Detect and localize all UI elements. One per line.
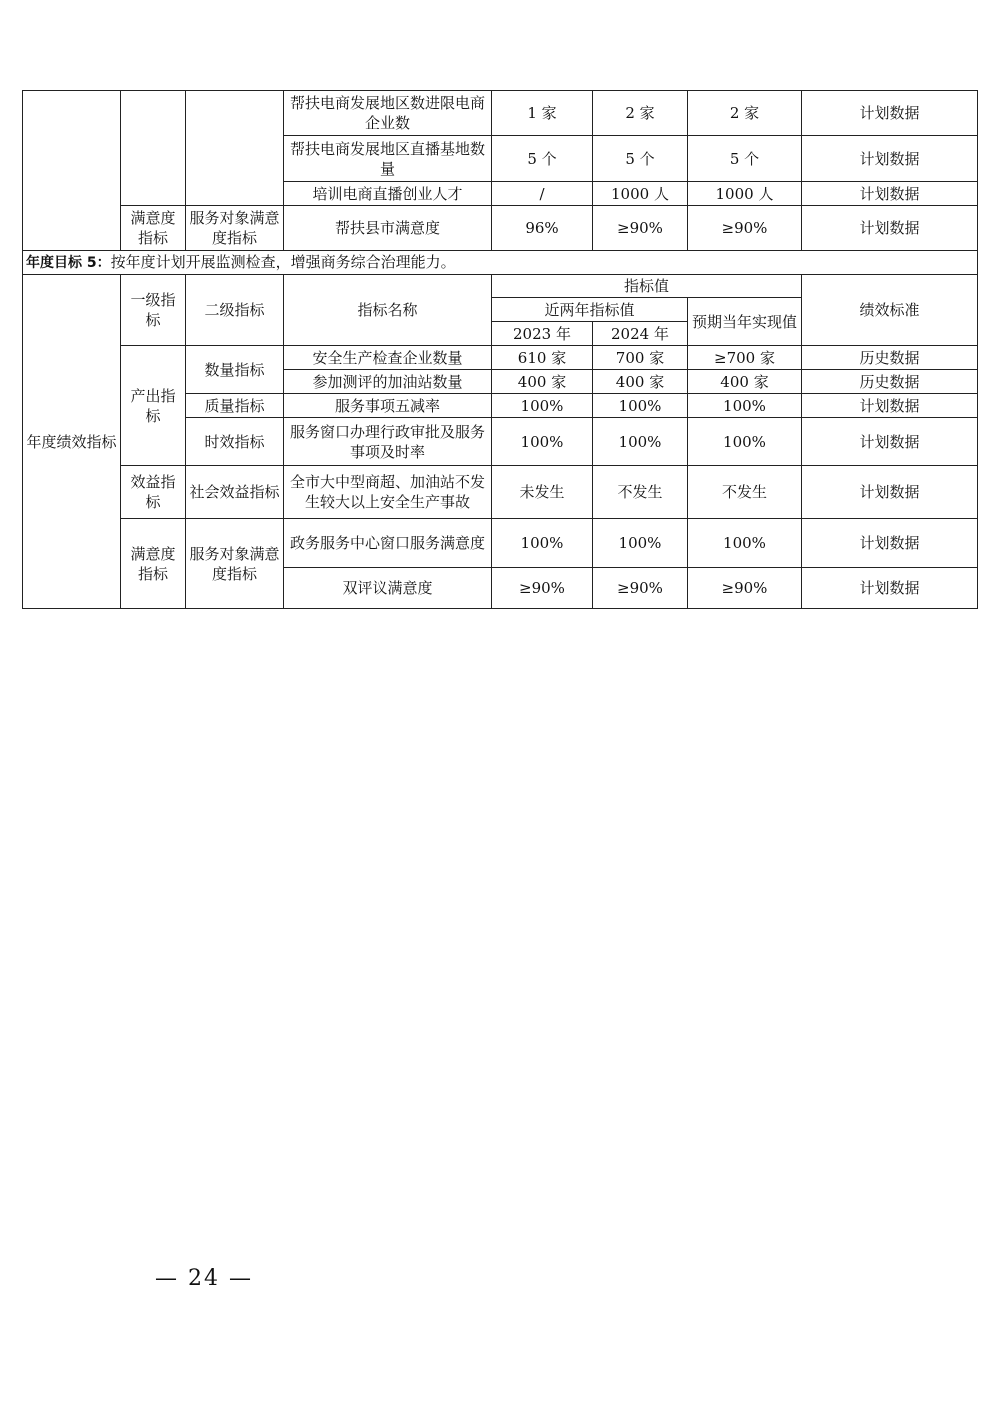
value-2024: 5 个 (593, 136, 688, 182)
section-cell-continued (23, 91, 121, 251)
header-name: 指标名称 (284, 275, 492, 346)
value-2024: 1000 人 (593, 182, 688, 206)
performance-standard: 计划数据 (802, 466, 978, 519)
level2-indicator: 服务对象满意度指标 (186, 519, 284, 609)
value-2023: 未发生 (492, 466, 593, 519)
indicator-name: 双评议满意度 (284, 568, 492, 609)
level2-indicator: 时效指标 (186, 418, 284, 466)
table-row (23, 519, 978, 568)
level2-cell-continued (186, 91, 284, 206)
expected-value: 400 家 (688, 370, 802, 394)
header-value: 指标值 (492, 275, 802, 298)
value-2023: 610 家 (492, 346, 593, 370)
value-2024: 100% (593, 418, 688, 466)
indicator-name: 服务事项五减率 (284, 394, 492, 418)
indicator-name: 帮扶县市满意度 (284, 206, 492, 251)
performance-standard: 计划数据 (802, 136, 978, 182)
goal-row (23, 251, 978, 275)
header-standard: 绩效标准 (802, 275, 978, 346)
level2-indicator: 服务对象满意度指标 (186, 206, 284, 251)
value-2023: 1 家 (492, 91, 593, 136)
value-2023: ≥90% (492, 568, 593, 609)
performance-standard: 历史数据 (802, 346, 978, 370)
header-recent: 近两年指标值 (492, 298, 688, 322)
level1-cell-continued (121, 91, 186, 206)
expected-value: ≥90% (688, 206, 802, 251)
value-2023: / (492, 182, 593, 206)
value-2024: 700 家 (593, 346, 688, 370)
value-2024: ≥90% (593, 568, 688, 609)
table-row (23, 91, 978, 136)
performance-standard: 历史数据 (802, 370, 978, 394)
expected-value: 不发生 (688, 466, 802, 519)
expected-value: 1000 人 (688, 182, 802, 206)
value-2023: 96% (492, 206, 593, 251)
expected-value: ≥90% (688, 568, 802, 609)
expected-value: ≥700 家 (688, 346, 802, 370)
indicator-name: 政务服务中心窗口服务满意度 (284, 519, 492, 568)
level1-indicator: 效益指标 (121, 466, 186, 519)
header-level1: 一级指标 (121, 275, 186, 346)
value-2023: 100% (492, 519, 593, 568)
page-number: — 24 — (155, 1266, 253, 1291)
value-2023: 100% (492, 394, 593, 418)
annual-goal (23, 251, 978, 275)
level2-indicator: 社会效益指标 (186, 466, 284, 519)
header-expected: 预期当年实现值 (688, 298, 802, 346)
indicator-name: 培训电商直播创业人才 (284, 182, 492, 206)
section-label: 年度绩效指标 (23, 275, 121, 609)
performance-standard: 计划数据 (802, 91, 978, 136)
expected-value: 2 家 (688, 91, 802, 136)
indicator-name: 帮扶电商发展地区数进限电商企业数 (284, 91, 492, 136)
header-level2: 二级指标 (186, 275, 284, 346)
performance-standard: 计划数据 (802, 519, 978, 568)
table-row (23, 206, 978, 251)
goal-label: 年度目标 5： (26, 255, 111, 271)
indicator-name: 帮扶电商发展地区直播基地数量 (284, 136, 492, 182)
goal-text: 按年度计划开展监测检查，增强商务综合治理能力。 (110, 253, 456, 271)
indicator-name: 安全生产检查企业数量 (284, 346, 492, 370)
header-2024: 2024 年 (593, 322, 688, 346)
expected-value: 100% (688, 418, 802, 466)
performance-standard: 计划数据 (802, 182, 978, 206)
header-row (23, 275, 978, 298)
value-2023: 5 个 (492, 136, 593, 182)
level2-indicator: 质量指标 (186, 394, 284, 418)
table-row (23, 346, 978, 370)
level2-indicator: 数量指标 (186, 346, 284, 394)
performance-standard: 计划数据 (802, 568, 978, 609)
level1-indicator: 满意度指标 (121, 206, 186, 251)
value-2024: 2 家 (593, 91, 688, 136)
performance-standard: 计划数据 (802, 206, 978, 251)
expected-value: 100% (688, 519, 802, 568)
header-2023: 2023 年 (492, 322, 593, 346)
indicator-name: 全市大中型商超、加油站不发生较大以上安全生产事故 (284, 466, 492, 519)
performance-indicator-table (22, 90, 978, 609)
indicator-name: 参加测评的加油站数量 (284, 370, 492, 394)
expected-value: 100% (688, 394, 802, 418)
value-2023: 400 家 (492, 370, 593, 394)
value-2024: 不发生 (593, 466, 688, 519)
value-2024: 100% (593, 394, 688, 418)
value-2024: ≥90% (593, 206, 688, 251)
level1-indicator: 满意度指标 (121, 519, 186, 609)
value-2023: 100% (492, 418, 593, 466)
table-row (23, 466, 978, 519)
performance-standard: 计划数据 (802, 418, 978, 466)
level1-indicator: 产出指标 (121, 346, 186, 466)
expected-value: 5 个 (688, 136, 802, 182)
value-2024: 100% (593, 519, 688, 568)
indicator-name: 服务窗口办理行政审批及服务事项及时率 (284, 418, 492, 466)
performance-standard: 计划数据 (802, 394, 978, 418)
value-2024: 400 家 (593, 370, 688, 394)
